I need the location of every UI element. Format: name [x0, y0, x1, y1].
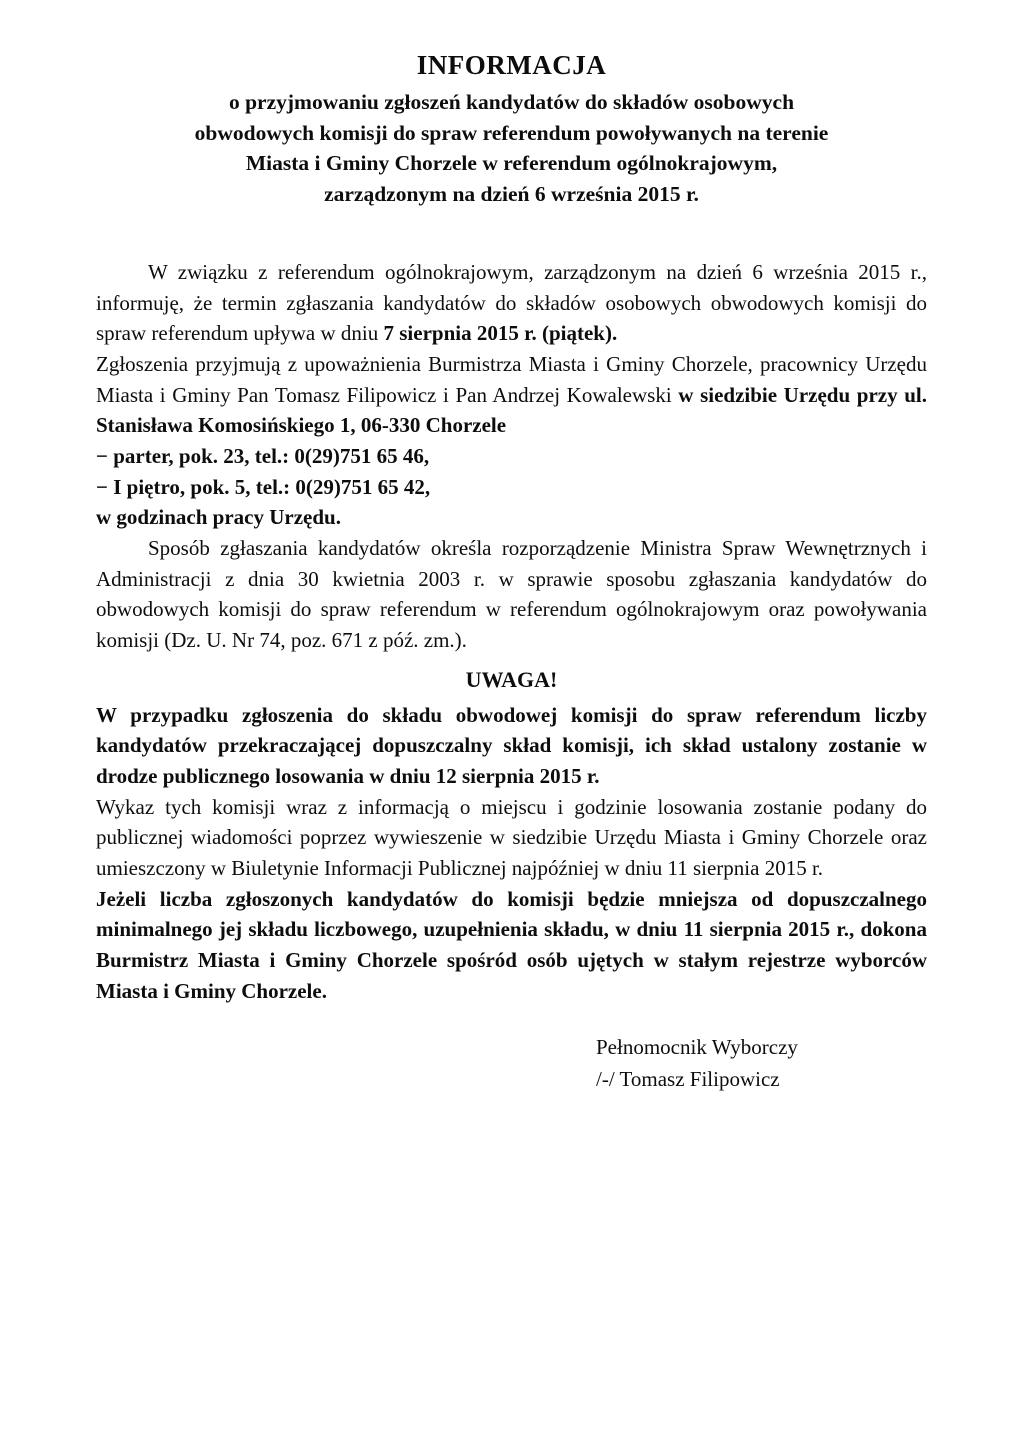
contact-line-ground-floor: − parter, pok. 23, tel.: 0(29)751 65 46,	[96, 444, 430, 468]
page-title: INFORMACJA	[416, 50, 607, 80]
document-subtitle	[106, 87, 917, 209]
paragraph-deadline	[96, 257, 927, 349]
notice-body: W przypadku zgłoszenia do składu obwodowej komisji do spraw referendum liczby kandydatów przekraczającej dopuszczalny skład komisji, ich skład ustalony zostanie w drodze publicznego losowania w dniu 12 sierpnia 2015 r.	[96, 702, 927, 789]
subtitle-line: Miasta i Gminy Chorzele w referendum ogólnokrajowym,	[245, 151, 778, 176]
paragraph-deadline-text: W związku z referendum ogólnokrajowym, zarządzonym na dzień 6 września 2015 r., informuję, że termin zgłaszania kandydatów do składów osobowych obwodowych komisji do spraw referendum upływa w dniu	[96, 260, 927, 346]
signature-name: /-/ Tomasz Filipowicz	[596, 1066, 780, 1091]
contact-line-first-floor: − I piętro, pok. 5, tel.: 0(29)751 65 42,	[96, 474, 431, 499]
subtitle-line: o przyjmowaniu zgłoszeń kandydatów do składów osobowych	[228, 90, 795, 114]
contact-line-hours: w godzinach pracy Urzędu.	[96, 505, 341, 530]
notice-heading: UWAGA!	[465, 666, 558, 692]
subtitle-line: obwodowych komisji do spraw referendum powoływanych na terenie	[194, 120, 829, 145]
paragraph-submission-text: Zgłoszenia przyjmują z upoważnienia Burmistrza Miasta i Gminy Chorzele, pracownicy Urzędu Miasta i Gminy Pan Tomasz Filipowicz i Pan Andrzej Kowalewski	[96, 352, 927, 407]
deadline-date: 7 sierpnia 2015 r. (piątek).	[383, 321, 618, 346]
document-body	[96, 257, 927, 1095]
signature-role: Pełnomocnik Wyborczy	[596, 1035, 798, 1060]
paragraph-submission	[96, 349, 927, 441]
subtitle-line: zarządzonym na dzień 6 września 2015 r.	[324, 181, 699, 206]
paragraph-regulation: Sposób zgłaszania kandydatów określa rozporządzenie Ministra Spraw Wewnętrznych i Administracji z dnia 30 kwietnia 2003 r. w sprawie sposobu zgłaszania kandydatów do obwodowych komisji do spraw referendum w referendum ogólnokrajowym oraz powoływania komisji (Dz. U. Nr 74, poz. 671 z póź. zm.).	[96, 535, 927, 652]
signature-block	[96, 1032, 927, 1095]
office-address: w siedzibie Urzędu przy ul. Stanisława Komosińskiego 1, 06-330 Chorzele	[96, 382, 927, 438]
paragraph-publication: Wykaz tych komisji wraz z informacją o miejscu i godzinie losowania zostanie podany do publicznej wiadomości poprzez wywieszenie w siedzibie Urzędu Miasta i Gminy Chorzele oraz umieszczony w Biuletynie Informacji Publicznej najpóźniej w dniu 11 sierpnia 2015 r.	[96, 794, 927, 880]
paragraph-supplement: Jeżeli liczba zgłoszonych kandydatów do komisji będzie mniejsza od dopuszczalnego minimalnego jej składu liczbowego, uzupełnienia składu, w dniu 11 sierpnia 2015 r., dokona Burmistrz Miasta i Gminy Chorzele spośród osób ujętych w stałym rejestrze wyborców Miasta i Gminy Chorzele.	[96, 886, 927, 1003]
